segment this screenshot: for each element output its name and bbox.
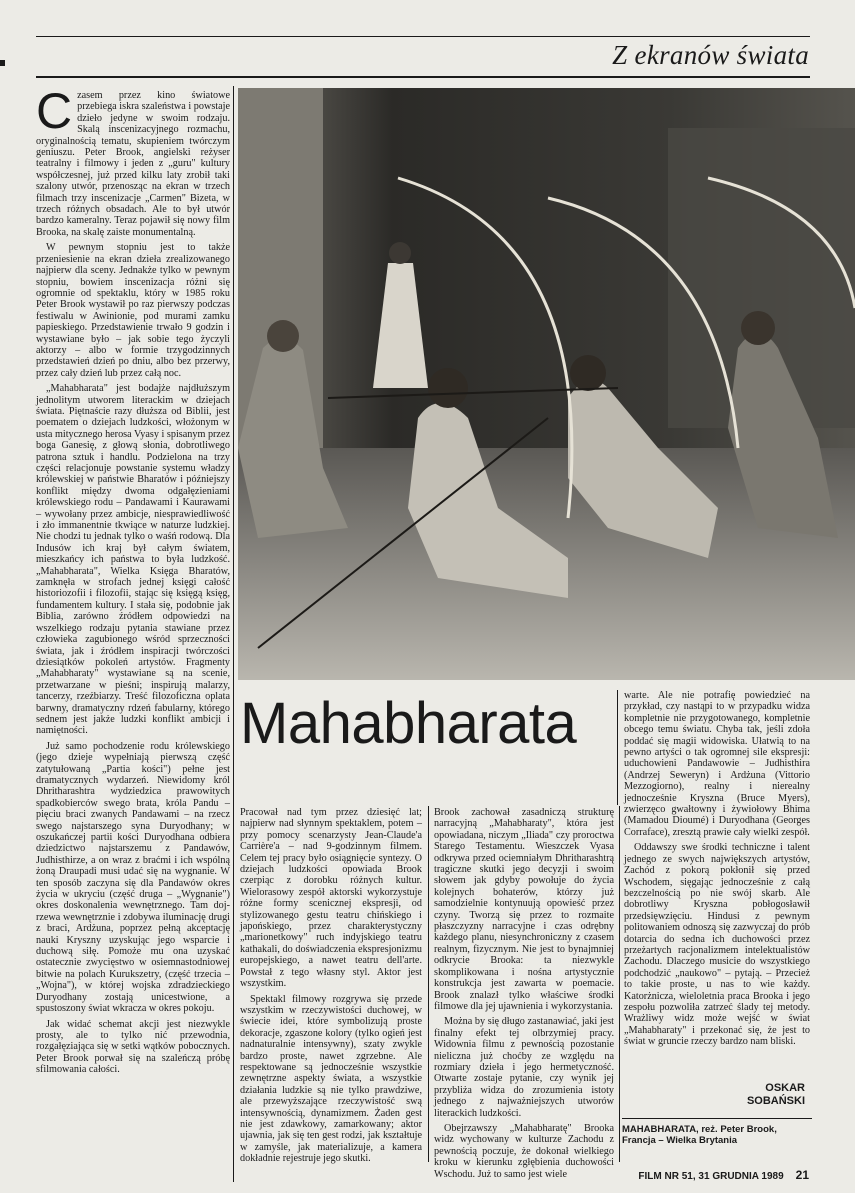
paragraph: Pracował nad tym przez dziesięć lat; najpierw nad słynnym spektaklem, potem – przy pomocy scenarzysty Jean-Claude'a Carrière'a – nad 9-godzinnym filmem. Celem tej pracy było osiągnięcie syntezy. O dziejach ludzkości opowiada Brook czerpiąc z dorobku różnych kultur. Wielorasowy zespół aktorski wykorzystuje różne formy scenicznej ekspresji, od stylizowanego gestu teatru chińskiego i japońskiego, przez charakterystyczny „marionetkowy" ruch indyjskiego teatru kathakali, do doświadczenia ekspresjonizmu europejskiego, a nawet teatru dell'arte. Powstał z tego własny styl. Aktor jest wszystkim. xyxy=(240,807,422,990)
paragraph: Spektakl filmowy rozgrywa się przede wszystkim w rzeczywistości duchowej, w świecie idei, które symbolizują proste dekoracje, zgaszone kolory (tylko ogień jest nadnaturalnie intensywny), szaty zwykle bardzo proste, nawet zgrzebne. Ale respektowane są jednocześnie wszystkie zewnętrzne aspekty świata, a wszystkie działania ludzkie są nie tylko prawdziwe, ale przewyższające rzeczywistość swą intensywnością, dynamizmem. Żaden gest nie jest zdawkowy, zamarkowany; aktor ujawnia, jak się ten gest rodzi, jak kształtuje w zamyśle, jak materializuje, a kamera dokładnie rejestruje jego skutki. xyxy=(240,993,422,1165)
header-rule-bottom xyxy=(36,76,810,78)
page-number: 21 xyxy=(795,1168,809,1182)
paragraph: „Mahabharata" jest bodajże najdłuższym jednolitym utworem literackim w dziejach świata. Piętnaście razy dłuższa od Biblii, jest poematem o dziejach ludzkości, włożonym w usta mitycznego herosa Vyasy i spisanym przez boga Ganesię, z głową słonia, dobrotliwego patrona sztuk i handlu. Podzielona na trzy części relacjonuje powstanie systemu władzy królewskiej w państwie Bharatów i późniejszy konflikt między dwoma odgałęzieniami królewskiego rodu – Pandawami i Kaurawami – wywołany przez ambicje, niesprawiedliwość i zło immanentnie tkwiące w naturze ludzkiej. Nie chodzi tu jednak tylko o waśń rodową. Dla Indusów ich kraj był całym światem, mieszkańcy ich państwa to była ludzkość. „Mahabharata", Wielka Księga Bharatów, zamknęła w strofach jednej księgi całość historiozofii i filozofii, stając się księgą księg, fundamentem kultury. I stała się, podobnie jak Biblia, zarówno źródłem odpowiedzi na wszelkiego rodzaju pytania stawiane przez człowieka zagubionego wśród sprzeczności świata, jak i źródłem inspiracji twórczości dziesiątków pokoleń artystów. Fragmenty „Mahabharaty" wystawiane są na scenie, przetwarzane w pieśni; inspirują malarzy, tancerzy, rzeźbiarzy. Treść filozoficzna oplata barwny, dramatyczny rdzeń fabularny, którego sednem jest jakże ludzki konflikt ambicji i namiętności. xyxy=(36,383,230,737)
header-rule-top xyxy=(36,36,810,37)
article-column-2 xyxy=(240,807,422,1165)
author-last-name: SOBAŃSKI xyxy=(746,1095,805,1107)
author-first-name: OSKAR xyxy=(765,1082,805,1094)
paragraph: Oddawszy swe środki techniczne i talent jednego ze swych największych artystów, Zachód z pokorą pokłonił się przed Wschodem, sięgając jednocześnie z całą bezczelnością po nie swój skarb. Ale dobrotliwy Kryszna pobłogosławił przedsięwzięciu. Hindusi z pewnym politowaniem odnoszą się zazwyczaj do prób dotarcia do sedna ich duchowości przez przeżartych racjonalizmem intelektualistów Zachodu. Dlaczego musicie do wszystkiego podchodzić „naukowo" – pytają. – Przecież to takie proste, u nas to wie każdy. Katorżnicza, wieloletnia praca Brooka i jego zespołu pozwoliła zatrzeć ślady tej metody. Wrażliwy widz może wejść w świat „Mahabharaty" i przekonać się, że jest to świat w gruncie rzeczy bardzo nam bliski. xyxy=(624,842,810,1048)
caption-rule xyxy=(622,1118,812,1119)
article-column-4 xyxy=(624,690,810,1080)
photo-caption: MAHABHARATA, reż. Peter Brook, Francja – Wielka Brytania xyxy=(622,1124,777,1146)
lead-paragraph: Czasem przez kino światowe przebiega iskra szaleństwa i powstaje dzieło jedyne w swoim rodzaju. Skalą inscenizacyjnego rozmachu, oryginalnością tematu, skupieniem twórczym geniuszu. Peter Brook, angielski reżyser teatralny i filmowy i jeden z „guru" kultury współczesnej, już przed kilku laty zrobił taki szalony utwór, przenosząc na ekran w trzech filmach trzy inscenizacje „Carmen" Bizeta, w trzech różnych obsadach. Ale to był utwór bardzo kameralny. Teraz pojawił się nowy film Brooka, na skalę zaiste monumentalną. xyxy=(36,83,230,238)
issue-info: FILM NR 51, 31 GRUDNIA 1989 xyxy=(638,1171,784,1182)
author-signature xyxy=(747,1082,805,1108)
column-divider xyxy=(428,806,429,1162)
column-divider xyxy=(233,86,234,1182)
article-headline: Mahabharata xyxy=(240,691,577,756)
paragraph: Już samo pochodzenie rodu królewskiego (jego dzieje wypełniają pierwszą część zatytułowaną „Partia kości") pełne jest dramatycznych wydarzeń. Niewidomy król Dhritharashtra wydziedzica prawowitych spadkobierców swego brata, króla Pandu – pięciu braci zwanych Pandawami – na rzecz swego najstarszego syna Duryodhany; w oszukańczej partii kości Duryodhana odbiera dziedzictwo najstarszemu z Pandawów, Judhisthirze, a on wraz z braćmi i ich wspólną żoną Draupadi musi udać się na wygnanie. W ten sposób zaczyna się dla Pandawów okres życia w ukryciu (część druga – „Wygnanie") okres doskonalenia wewnętrznego. Tam dojrzewa wewnętrznie i zdobywa iluminację drugi z braci, Ardżuna, poprzez pełną akceptację nauki Kryszny uzyskując jego wsparcie i duchową siłę. Pomoże mu ona uzyskać ostatecznie zwycięstwo w osiemnastodniowej bitwie na polach Kurukszetry, (część trzecia – „Wojna"), w której wojska zdradzieckiego Duryodhany zostają unicestwione, a spustoszony świat wkracza w okres pokoju. xyxy=(36,740,230,1015)
article-column-3 xyxy=(434,807,614,1180)
paragraph: Brook zachował zasadniczą strukturę narracyjną „Mahabharaty", która jest opowiadana, niczym „Iliada" czy proroctwa Starego Testamentu. Wieszczek Vyasa odkrywa przed ociemniałym Dhritharashtrą tragiczne skutki jego decyzji i swoim słowem jak gdyby powołuje do życia kolejnych bohaterów, którzy już samodzielnie kontynuują opowieść przez czyny. Tworzą się przez to rozmaite płaszczyzny narracyjne i czas odrębny każdego planu, niesynchroniczny z czasem realnym, fizycznym. Nie jest to bynajmniej odkrycie Brooka: ta niezwykle skomplikowana i nośna artystycznie konstrukcja jest zawarta w poemacie. Brook znalazł tylko właściwe środki filmowe dla jej ujawnienia i wykorzystania. xyxy=(434,807,614,1012)
section-title: Z ekranów świata xyxy=(612,40,809,70)
paragraph: Można by się długo zastanawiać, jaki jest finalny efekt tej olbrzymiej pracy. Widownia filmu z pewnością pozostanie nieliczna już choćby ze względu na rozmiary dzieła i jego hermetyczność. Otwarte zostaje pytanie, czy wynik jej przybliża widza do zrozumienia istoty jednego z najważniejszych utworów literackich ludzkości. xyxy=(434,1016,614,1119)
paragraph: Obejrzawszy „Mahabharatę" Brooka widz wychowany w kulturze Zachodu z pewnością poczuje, że dokonał wielkiego kroku w kierunku zgłębienia duchowości Wschodu. Już to samo jest wiele xyxy=(434,1122,614,1180)
paragraph: warte. Ale nie potrafię powiedzieć na przykład, czy nastąpi to w przypadku widza kompletnie nie przygotowanego, kompletnie obcego temu światu. Chyba tak, jeśli zdoła poddać się magii widowiska. Ułatwią to na pewno artyści o tak ogromnej sile ekspresji: uduchowieni Pandawowie – Judhisthira (Andrzej Seweryn) i Ardżuna (Vittorio Mezzogiorno), realny i nierealny jednocześnie Kryszna (Bruce Myers), zwierzęco gwałtowny i żywiołowy Bhima (Mamadou Dioumé) i Duryodhana (Georges Corraface), zresztą prawie cały wielki zespół. xyxy=(624,690,810,838)
paragraph: Jak widać schemat akcji jest niezwykle prosty, ale to tylko nić przewodnia, rozgałęziająca się w setki wątków pobocznych. Peter Brook porwał się na szaleńczą próbę sfilmowania całości. xyxy=(36,1018,230,1076)
page-edge-mark xyxy=(0,60,5,66)
film-still-archers-icon xyxy=(238,88,855,680)
film-still-photo xyxy=(238,88,855,680)
page-folio xyxy=(638,1168,809,1182)
dropcap: C xyxy=(36,83,73,139)
article-column-1 xyxy=(36,83,230,1178)
column-divider xyxy=(619,806,620,1162)
headline-divider xyxy=(617,690,618,805)
paragraph: W pewnym stopniu jest to także przeniesienie na ekran dzieła zrealizowanego najpierw dla sceny. Jednakże tylko w pewnym stopniu, bowiem inscenizacja różni się ogromnie od spektaklu, który w 1985 roku Peter Brook wystawił po raz pierwszy podczas festiwalu w Awinionie, pod murami zamku papieskiego. Przedstawienie trwało 9 godzin i wystawiane było – jak sobie tego życzyli aktorzy – albo w formie trzygodzinnych przedstawień dzień po dniu, albo bez przerwy, przez cały dzień lub przez całą noc. xyxy=(36,242,230,379)
